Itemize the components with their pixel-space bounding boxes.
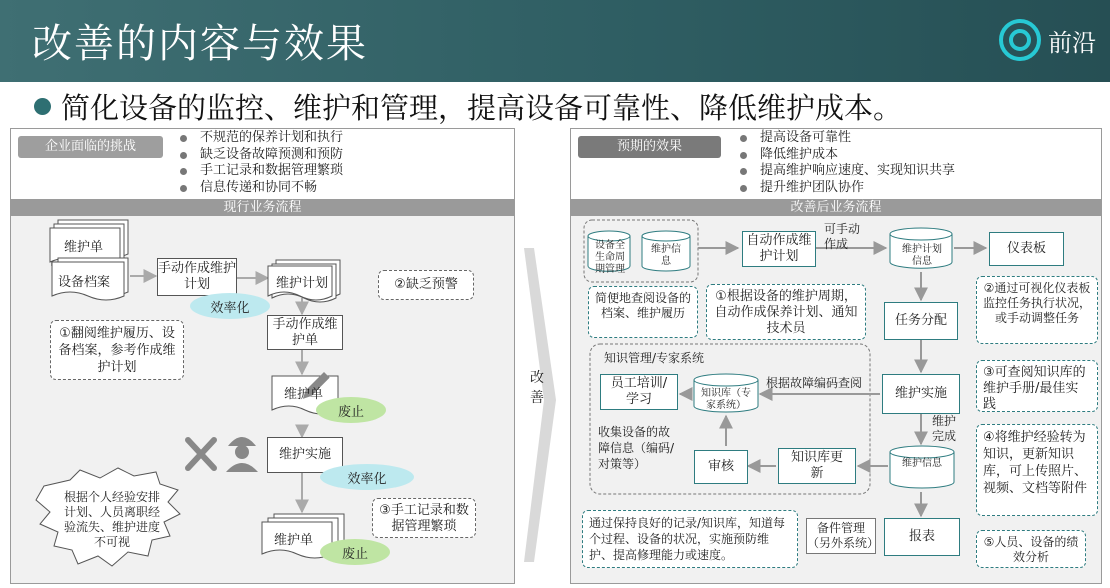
- km-title: 知识管理/专家系统: [604, 351, 705, 365]
- visual-note: ②通过可视化仪表板监控任务执行状况，或手动调整任务: [976, 276, 1098, 344]
- task-assign-box: 任务分配: [884, 302, 958, 340]
- effect-item: 提升维护团队协作: [738, 180, 955, 197]
- doc-shebeidangan: 设备档案: [58, 275, 111, 290]
- brand-name: 前沿: [1048, 28, 1096, 57]
- challenge-item: 信息传递和协同不畅: [178, 180, 343, 197]
- current-process-band: 现行业务流程: [11, 199, 514, 216]
- perf-note: ⑤人员、设备的绩效分析: [976, 530, 1086, 568]
- auto-plan-box: 自动作成维护计划: [742, 231, 816, 267]
- effect-item: 提高设备可靠性: [738, 130, 955, 147]
- challenge-item: 不规范的保养计划和执行: [178, 130, 343, 147]
- cyl-kb: 知识库（专家系统）: [701, 388, 751, 411]
- records-note: 通过保持良好的记录/知识库，知道每个过程、设备的状况，实施预防维护、提高修理能力或速度。: [582, 510, 798, 568]
- efficiency-oval-2: 效率化: [320, 464, 414, 490]
- experience-note: 根据个人经验安排计划、人员离职经验流失、维护进度不可视: [64, 490, 161, 549]
- improved-process-band: 改善后业务流程: [571, 199, 1101, 216]
- cyl-plan-info: 维护计划信息: [902, 244, 942, 267]
- effect-item: 降低维护成本: [738, 147, 955, 164]
- challenge-item: 手工记录和数据管理繁琐: [178, 163, 343, 180]
- cyl-info: 维护信息: [902, 458, 942, 469]
- manual-record-note: ③手工记录和数据管理繁琐: [372, 498, 476, 538]
- done-text: 维护完成: [932, 414, 957, 443]
- report-box: 报表: [884, 518, 960, 556]
- headline-text: 简化设备的监控、维护和管理，提高设备可靠性、降低维护成本。: [61, 91, 903, 125]
- doc-order2: 维护单: [284, 387, 324, 402]
- review-box: 审核: [694, 450, 748, 484]
- no-alert-note: ②缺乏预警: [378, 270, 474, 300]
- efficiency-oval: 效率化: [190, 293, 270, 319]
- cyl-maint-info: 维护信息: [651, 244, 681, 267]
- fault-lookup-text: 根据故障编码查阅: [766, 376, 863, 390]
- kb-update-box: 知识库更新: [778, 448, 856, 484]
- doc-plan: 维护计划: [276, 276, 329, 291]
- collect-text: 收集设备的故障信息（编码/对策等）: [598, 425, 675, 471]
- doc-weihudan: 维护单: [64, 240, 104, 255]
- discard-oval-2: 废止: [320, 539, 390, 565]
- manual-possible-text: 可手动作成: [824, 222, 861, 251]
- effects-label: 预期的效果: [578, 136, 721, 158]
- discard-oval: 废止: [316, 397, 386, 423]
- challenges-label: 企业面临的挑战: [18, 136, 163, 158]
- exec-box-left: 维护实施: [267, 437, 343, 473]
- doc-order3: 维护单: [274, 533, 314, 548]
- challenge-item: 缺乏设备故障预测和预防: [178, 147, 343, 164]
- effect-item: 提高维护响应速度、实现知识共享: [738, 163, 955, 180]
- exec-box-right: 维护实施: [882, 374, 960, 414]
- auto-plan-note: ①根据设备的维护周期，自动作成保养计划、通知技术员: [706, 284, 866, 340]
- dashboard-box: 仪表板: [989, 232, 1064, 266]
- spares-box: 备件管理（另外系统）: [806, 518, 876, 554]
- manual-plan-box: 手动作成维护计划: [157, 258, 237, 296]
- page-title: 改善的内容与效果: [32, 21, 368, 67]
- cyl-lifecycle: 设备全生命周期管理: [595, 240, 625, 275]
- knowledge-note: ④将维护经验转为知识，更新知识库，可上传照片、视频、文档等附件: [976, 424, 1098, 516]
- history-note: ①翻阅维护履历、设备档案，参考作成维护计划: [50, 320, 184, 380]
- training-box: 员工培训/学习: [600, 374, 678, 410]
- easy-view-note: 简便地查阅设备的档案、维护履历: [588, 286, 698, 338]
- kb-lookup-note: ③可查阅知识库的维护手册/最佳实践: [976, 360, 1098, 412]
- improve-arrow-text: 改善: [530, 370, 544, 406]
- manual-order-box: 手动作成维护单: [267, 315, 343, 350]
